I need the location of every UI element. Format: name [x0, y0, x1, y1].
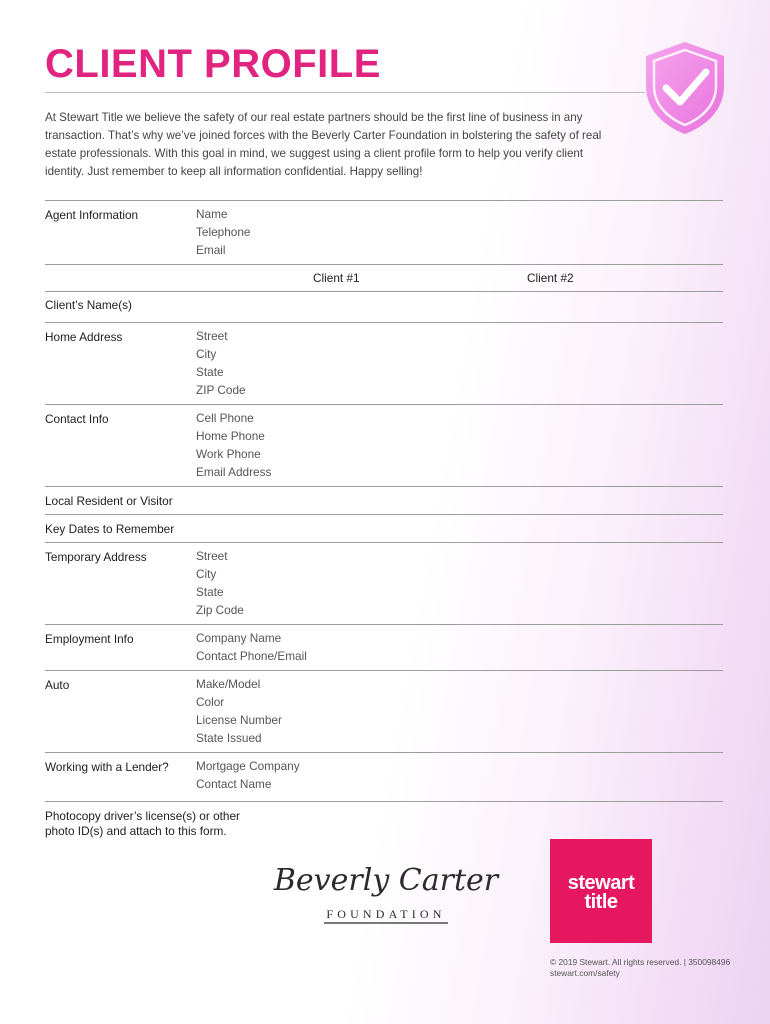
photocopy-note-line: photo ID(s) and attach to this form. [45, 824, 227, 838]
city-field-label: City [196, 567, 217, 581]
row-divider [45, 404, 723, 405]
clients-name-label: Client’s Name(s) [45, 298, 132, 312]
company-name-field-label: Company Name [196, 631, 282, 645]
zip-code-field-label: Zip Code [196, 603, 244, 617]
home-address-fields [196, 327, 246, 399]
photocopy-note [45, 809, 240, 839]
intro-paragraph: At Stewart Title we believe the safety of our real estate partners should be the first line of business in any transaction. That’s why we’ve joined forces with the Beverly Carter Foundation in bolstering the safety of real estate professionals. With this goal in mind, we suggest using a client profile form to help you verify client identity. Just remember to keep all information confidential. Happy selling! [45, 111, 602, 178]
stewart-logo-line: title [584, 891, 618, 913]
state-field-label: State [196, 365, 224, 379]
key-dates-label: Key Dates to Remember [45, 522, 175, 536]
client-1-column-header: Client #1 [313, 271, 360, 285]
zip-code-field-label: ZIP Code [196, 383, 246, 397]
telephone-field-label: Telephone [196, 225, 251, 239]
employment-info-label: Employment Info [45, 632, 134, 646]
temporary-address-fields [196, 547, 244, 619]
mortgage-company-field-label: Mortgage Company [196, 759, 300, 773]
row-divider [45, 514, 723, 515]
row-divider [45, 264, 723, 265]
photocopy-note-line: Photocopy driver’s license(s) or other [45, 809, 240, 823]
row-divider [45, 486, 723, 487]
footer [550, 957, 730, 979]
contact-info-fields [196, 409, 271, 481]
auto-fields [196, 675, 282, 747]
stewart-title-logo [550, 839, 652, 943]
row-divider [45, 291, 723, 292]
agent-fields [196, 205, 250, 259]
street-field-label: Street [196, 329, 228, 343]
local-resident-label: Local Resident or Visitor [45, 494, 173, 508]
city-field-label: City [196, 347, 217, 361]
working-with-lender-label: Working with a Lender? [45, 760, 169, 774]
work-phone-field-label: Work Phone [196, 447, 261, 461]
title-divider [45, 92, 645, 93]
color-field-label: Color [196, 695, 225, 709]
contact-phone-email-field-label: Contact Phone/Email [196, 649, 307, 663]
state-field-label: State [196, 585, 224, 599]
cell-phone-field-label: Cell Phone [196, 411, 254, 425]
client-2-column-header: Client #2 [527, 271, 574, 285]
page-title: CLIENT PROFILE [45, 42, 381, 86]
email-address-field-label: Email Address [196, 465, 272, 479]
license-number-field-label: License Number [196, 713, 282, 727]
email-field-label: Email [196, 243, 226, 257]
row-divider [45, 542, 723, 543]
contact-info-label: Contact Info [45, 412, 109, 426]
lender-fields [196, 757, 300, 793]
row-divider [45, 801, 723, 802]
auto-label: Auto [45, 678, 70, 692]
row-divider [45, 752, 723, 753]
row-divider [45, 200, 723, 201]
bc-subtitle: FOUNDATION [326, 907, 446, 921]
agent-information-label: Agent Information [45, 208, 139, 222]
footer-url: stewart.com/safety [550, 968, 620, 978]
temporary-address-label: Temporary Address [45, 550, 147, 564]
home-address-label: Home Address [45, 330, 123, 344]
make-model-field-label: Make/Model [196, 677, 261, 691]
state-issued-field-label: State Issued [196, 731, 262, 745]
row-divider [45, 624, 723, 625]
row-divider [45, 322, 723, 323]
contact-name-field-label: Contact Name [196, 777, 272, 791]
row-divider [45, 670, 723, 671]
beverly-carter-foundation-logo [273, 850, 499, 930]
employment-fields [196, 629, 307, 665]
name-field-label: Name [196, 207, 228, 221]
bc-signature: Beverly Carter [273, 863, 499, 898]
stewart-logo-line: stewart [567, 872, 635, 894]
home-phone-field-label: Home Phone [196, 429, 265, 443]
copyright-text: © 2019 Stewart. All rights reserved. | 350098496 [550, 957, 731, 967]
street-field-label: Street [196, 549, 228, 563]
shield-check-icon [644, 40, 726, 136]
